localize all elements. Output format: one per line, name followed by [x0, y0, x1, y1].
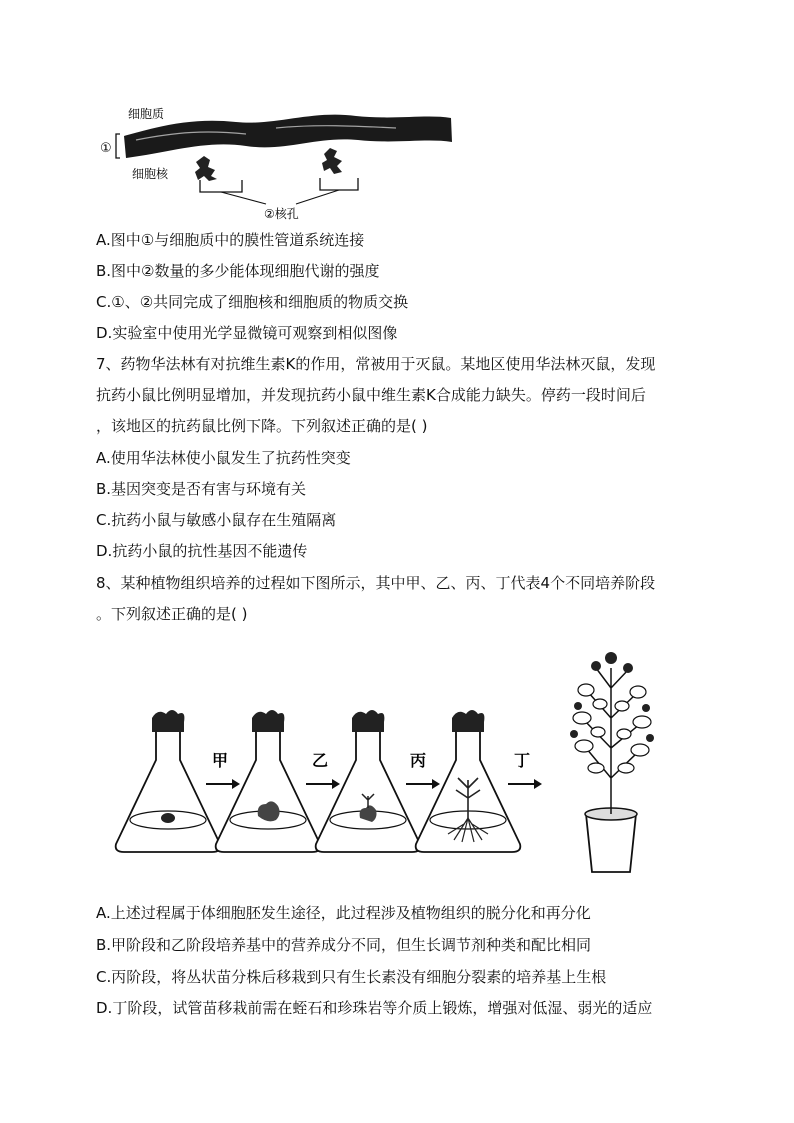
q7-stem-line-2: 抗药小鼠比例明显增加，并发现抗药小鼠中维生素K合成能力缺失。停药一段时间后: [96, 386, 646, 404]
stage-label-bing: 丙: [410, 751, 427, 770]
q8-option-c: C.丙阶段，将丛状苗分株后移栽到只有生长素没有细胞分裂素的培养基上生根: [96, 968, 607, 986]
stage-label-ding: 丁: [514, 751, 531, 770]
tissue-culture-figure: [96, 628, 716, 878]
q7-option-b: B.基因突变是否有害与环境有关: [96, 480, 307, 498]
arrow-stage-jia: [206, 751, 240, 789]
q8-stem-line-1: 8、某种植物组织培养的过程如下图所示，其中甲、乙、丙、丁代表4个不同培养阶段: [96, 574, 656, 592]
q8-option-b: B.甲阶段和乙阶段培养基中的营养成分不同，但生长调节剂种类和配比相同: [96, 936, 592, 954]
arrow-stage-ding: [508, 751, 542, 789]
label-nucleus: 细胞核: [132, 167, 169, 181]
nuclear-envelope-band: [124, 115, 452, 158]
q6-option-d: D.实验室中使用光学显微镜可观察到相似图像: [96, 324, 398, 342]
q7-stem-line-3: ，该地区的抗药鼠比例下降。下列叙述正确的是( ): [96, 417, 428, 435]
q6-option-b: B.图中②数量的多少能体现细胞代谢的强度: [96, 262, 380, 280]
q6-option-c: C.①、②共同完成了细胞核和细胞质的物质交换: [96, 293, 409, 311]
stage-label-yi: 乙: [312, 751, 329, 770]
q7-option-a: A.使用华法林使小鼠发生了抗药性突变: [96, 449, 351, 467]
flask-stage-2: [216, 710, 321, 852]
flask-stage-1: [116, 710, 221, 852]
q8-stem-line-2: 。下列叙述正确的是( ): [96, 605, 248, 623]
nuclear-pore-right: [322, 148, 342, 174]
nuclear-envelope-figure: [96, 96, 466, 226]
nuclear-pore-left: [195, 156, 217, 181]
label-cytoplasm: 细胞质: [128, 107, 165, 121]
stage-label-jia: 甲: [212, 751, 229, 770]
q8-option-a: A.上述过程属于体细胞胚发生途径，此过程涉及植物组织的脱分化和再分化: [96, 904, 591, 922]
label-nuclear-pore: ②核孔: [264, 207, 299, 221]
q6-option-a: A.图中①与细胞质中的膜性管道系统连接: [96, 231, 365, 249]
q7-option-d: D.抗药小鼠的抗性基因不能遗传: [96, 542, 308, 560]
flask-stage-4: [416, 710, 521, 852]
potted-plant: [570, 652, 654, 872]
q8-option-d: D.丁阶段，试管苗移栽前需在蛭石和珍珠岩等介质上锻炼，增强对低湿、弱光的适应: [96, 999, 653, 1017]
q7-option-c: C.抗药小鼠与敏感小鼠存在生殖隔离: [96, 511, 337, 529]
arrow-stage-bing: [406, 751, 440, 789]
label-circle-1: ①: [100, 141, 112, 156]
q7-stem-line-1: 7、药物华法林有对抗维生素K的作用，常被用于灭鼠。某地区使用华法林灭鼠，发现: [96, 355, 656, 373]
arrow-stage-yi: [306, 751, 340, 789]
flask-stage-3: [316, 710, 421, 852]
